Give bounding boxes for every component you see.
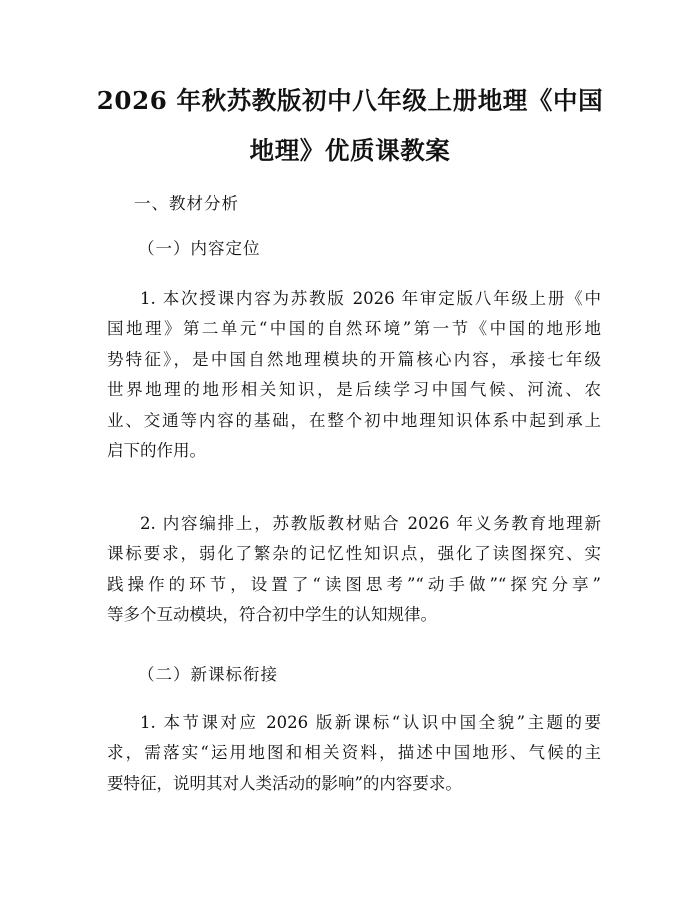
paragraph-line: 启下的作用。 xyxy=(107,440,206,460)
paragraph-line: 践操作的环节，设置了“读图思考”“动手做”“探究分享” xyxy=(107,574,601,594)
paragraph-line: 1. 本次授课内容为苏教版 2026 年审定版八年级上册《中 xyxy=(140,289,601,308)
paragraph-line: 2. 内容编排上，苏教版教材贴合 2026 年义务教育地理新 xyxy=(140,514,601,533)
paragraph-line: 要特征，说明其对人类活动的影响”的内容要求。 xyxy=(107,773,462,793)
paragraph-content-positioning-2 xyxy=(107,509,601,631)
paragraph-line: 等多个互动模块，符合初中学生的认知规律。 xyxy=(107,605,437,625)
paragraph-line: 1. 本节课对应 2026 版新课标“认识中国全貌”主题的要 xyxy=(140,713,601,732)
paragraph-line: 世界地理的地形相关知识，是后续学习中国气候、河流、农 xyxy=(107,380,601,400)
paragraph-line: 势特征》，是中国自然地理模块的开篇核心内容，承接七年级 xyxy=(107,349,601,369)
document-title-line-1: 2026 年秋苏教版初中八年级上册地理《中国 xyxy=(96,86,604,115)
paragraph-curriculum-alignment-1 xyxy=(107,708,601,799)
paragraph-line: 国地理》第二单元“中国的自然环境”第一节《中国的地形地 xyxy=(107,319,601,339)
paragraph-line: 业、交通等内容的基础，在整个初中地理知识体系中起到承上 xyxy=(107,410,601,430)
subsection-heading-content-positioning: （一）内容定位 xyxy=(138,239,261,258)
paragraph-line: 课标要求，弱化了繁杂的记忆性知识点，强化了读图探究、实 xyxy=(107,544,601,564)
paragraph-content-positioning-1 xyxy=(107,284,601,466)
paragraph-line: 求，需落实“运用地图和相关资料，描述中国地形、气候的主 xyxy=(107,743,601,763)
section-heading-textbook-analysis: 一、教材分析 xyxy=(134,194,239,213)
document-title-line-2: 地理》优质课教案 xyxy=(249,136,451,165)
subsection-heading-curriculum-alignment: （二）新课标衔接 xyxy=(138,665,278,684)
